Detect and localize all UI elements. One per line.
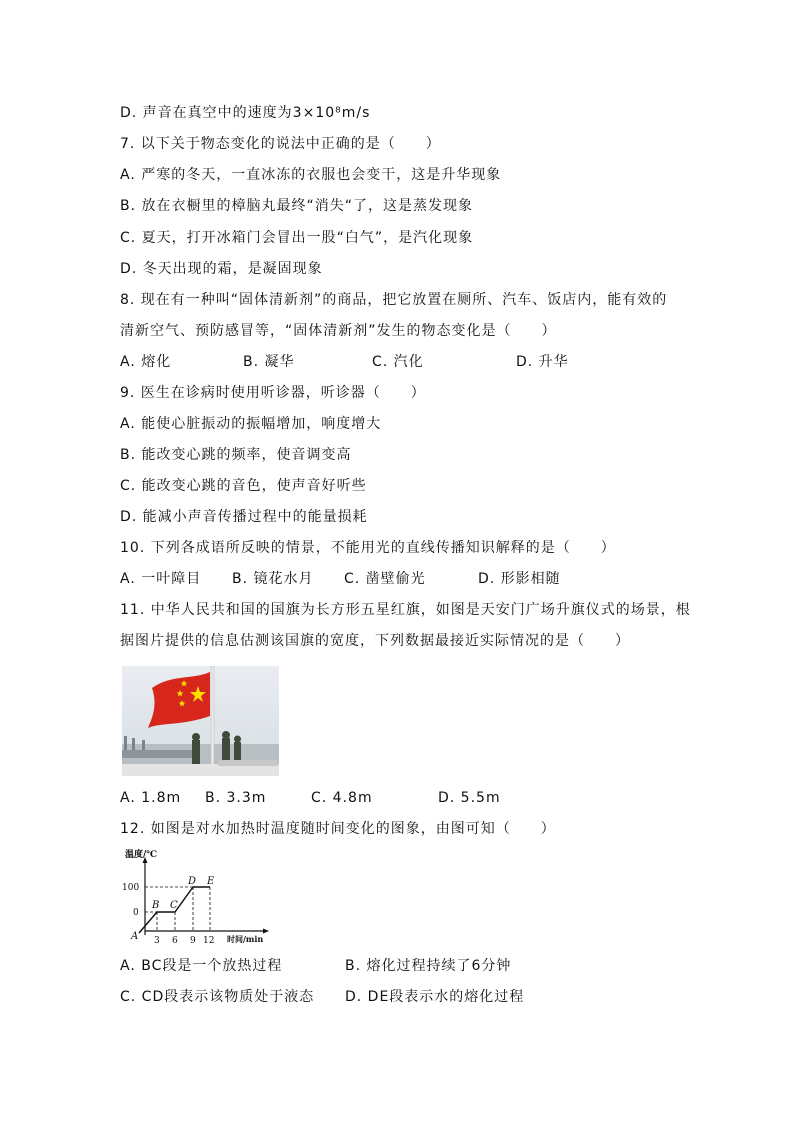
q9-option-a: A. 能使心脏振动的振幅增加，响度增大 — [120, 416, 382, 432]
x-tick-6: 6 — [172, 936, 178, 946]
q12-option-b: B. 熔化过程持续了6分钟 — [345, 958, 512, 974]
point-a: A — [131, 931, 139, 942]
q9-option-c: C. 能改变心跳的音色，使声音好听些 — [120, 478, 367, 494]
q7-stem: 7. 以下关于物态变化的说法中正确的是（ ） — [120, 136, 441, 152]
x-tick-12: 12 — [203, 936, 215, 946]
q8-stem-line2: 清新空气、预防感冒等，“固体清新剂”发生的物态变化是（ ） — [120, 323, 557, 339]
point-d: D — [188, 876, 197, 887]
q10-option-c: C. 凿壁偷光 — [344, 571, 426, 587]
q11-option-b: B. 3.3m — [205, 790, 267, 806]
q7-option-d: D. 冬天出现的霜，是凝固现象 — [120, 261, 323, 277]
q7-option-b: B. 放在衣橱里的樟脑丸最终“消失“了，这是蒸发现象 — [120, 198, 474, 214]
temperature-time-graph — [115, 847, 275, 947]
q10-stem: 10. 下列各成语所反映的情景，不能用光的直线传播知识解释的是（ ） — [120, 540, 616, 556]
x-axis-label: 时间/min — [227, 934, 264, 944]
q12-option-a: A. BC段是一个放热过程 — [120, 958, 283, 974]
q7-option-c: C. 夏天，打开冰箱门会冒出一股“白气”，是汽化现象 — [120, 230, 474, 246]
point-c: C — [170, 900, 178, 911]
x-tick-3: 3 — [154, 936, 160, 946]
y-tick-0: 0 — [133, 908, 139, 918]
q8-option-b: B. 凝华 — [243, 354, 295, 370]
q10-option-b: B. 镜花水月 — [232, 571, 314, 587]
y-axis-label: 温度/℃ — [125, 850, 158, 860]
q8-option-a: A. 熔化 — [120, 354, 172, 370]
point-e: E — [207, 876, 215, 887]
q9-option-d: D. 能减小声音传播过程中的能量损耗 — [120, 509, 368, 525]
q12-option-d: D. DE段表示水的熔化过程 — [345, 989, 525, 1005]
q8-option-c: C. 汽化 — [372, 354, 424, 370]
q11-option-c: C. 4.8m — [311, 790, 373, 806]
q9-option-b: B. 能改变心跳的频率，使音调变高 — [120, 447, 352, 463]
q6-option-d: D. 声音在真空中的速度为3×10⁸m/s — [120, 105, 371, 121]
q12-stem: 12. 如图是对水加热时温度随时间变化的图象，由图可知（ ） — [120, 821, 556, 837]
point-b: B — [152, 900, 160, 911]
q12-option-c: C. CD段表示该物质处于液态 — [120, 989, 315, 1005]
q10-option-d: D. 形影相随 — [478, 571, 561, 587]
flag-ceremony-photo — [122, 666, 279, 776]
y-tick-100: 100 — [122, 883, 140, 893]
q8-stem-line1: 8. 现在有一种叫“固体清新剂”的商品，把它放置在厕所、汽车、饭店内，能有效的 — [120, 292, 668, 308]
q8-option-d: D. 升华 — [516, 354, 569, 370]
q11-option-d: D. 5.5m — [438, 790, 501, 806]
q11-stem-line1: 11. 中华人民共和国的国旗为长方形五星红旗，如图是天安门广场升旗仪式的场景，根 — [120, 602, 691, 618]
x-axis-arrow — [263, 929, 269, 934]
q7-option-a: A. 严寒的冬天，一直冰冻的衣服也会变干，这是升华现象 — [120, 167, 502, 183]
q11-stem-line2: 据图片提供的信息估测该国旗的宽度，下列数据最接近实际情况的是（ ） — [120, 633, 630, 649]
q10-option-a: A. 一叶障目 — [120, 571, 202, 587]
x-tick-9: 9 — [190, 936, 196, 946]
q9-stem: 9. 医生在诊病时使用听诊器，听诊器（ ） — [120, 385, 426, 401]
q11-option-a: A. 1.8m — [120, 790, 182, 806]
